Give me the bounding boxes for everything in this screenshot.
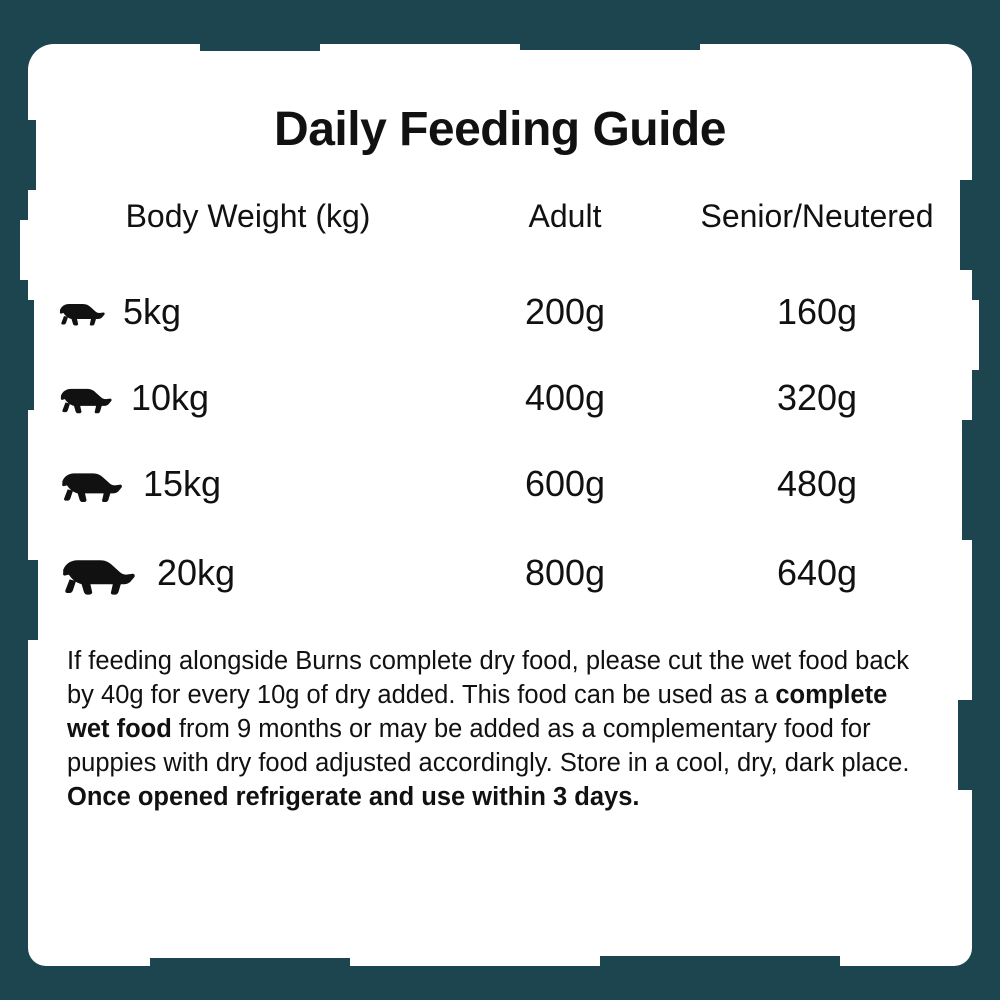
adult-portion-cell: 600g <box>524 463 606 504</box>
body-weight-cell <box>57 527 439 619</box>
senior-portion-cell: 160g <box>776 291 858 332</box>
dog-icon <box>57 464 129 504</box>
dog-icon <box>57 549 143 597</box>
body-weight-cell <box>57 355 439 441</box>
senior-portion-cell: 640g <box>776 552 858 593</box>
panel-content <box>28 44 972 966</box>
senior-portion-cell: 320g <box>776 377 858 418</box>
edge-highlight <box>971 300 979 370</box>
body-weight-value: 20kg <box>157 552 236 593</box>
note-bold-1: complete wet food <box>67 680 888 743</box>
column-header-adult: Adult <box>528 198 602 234</box>
table-row <box>57 441 943 527</box>
dog-icon <box>57 297 109 327</box>
body-weight-cell <box>57 441 439 527</box>
body-weight-value: 5kg <box>123 291 182 332</box>
table-row <box>57 527 943 619</box>
body-weight-value: 15kg <box>143 463 222 504</box>
adult-portion-cell: 800g <box>524 552 606 593</box>
table-row <box>57 269 943 355</box>
note-part-1: If feeding alongside Burns complete dry food, please cut the wet food back by 40g for every 10g of dry added. This food can be used as a <box>67 647 910 709</box>
column-header-body-weight: Body Weight (kg) <box>125 198 371 234</box>
feeding-table <box>57 197 943 619</box>
table-header-row <box>57 197 943 269</box>
senior-portion-cell: 480g <box>776 463 858 504</box>
dog-icon <box>57 381 117 415</box>
feeding-note <box>67 645 933 815</box>
body-weight-cell <box>57 269 439 355</box>
body-weight-value: 10kg <box>131 377 210 418</box>
adult-portion-cell: 400g <box>524 377 606 418</box>
adult-portion-cell: 200g <box>524 291 606 332</box>
page-title: Daily Feeding Guide <box>274 103 726 156</box>
note-bold-2: Once opened refrigerate and use within 3 days. <box>67 782 640 811</box>
note-part-2: from 9 months or may be added as a complementary food for puppies with dry food adjusted accordingly. Store in a cool, dry, dark place. <box>67 714 910 777</box>
column-header-senior-neutered: Senior/Neutered <box>700 198 934 234</box>
table-row <box>57 355 943 441</box>
